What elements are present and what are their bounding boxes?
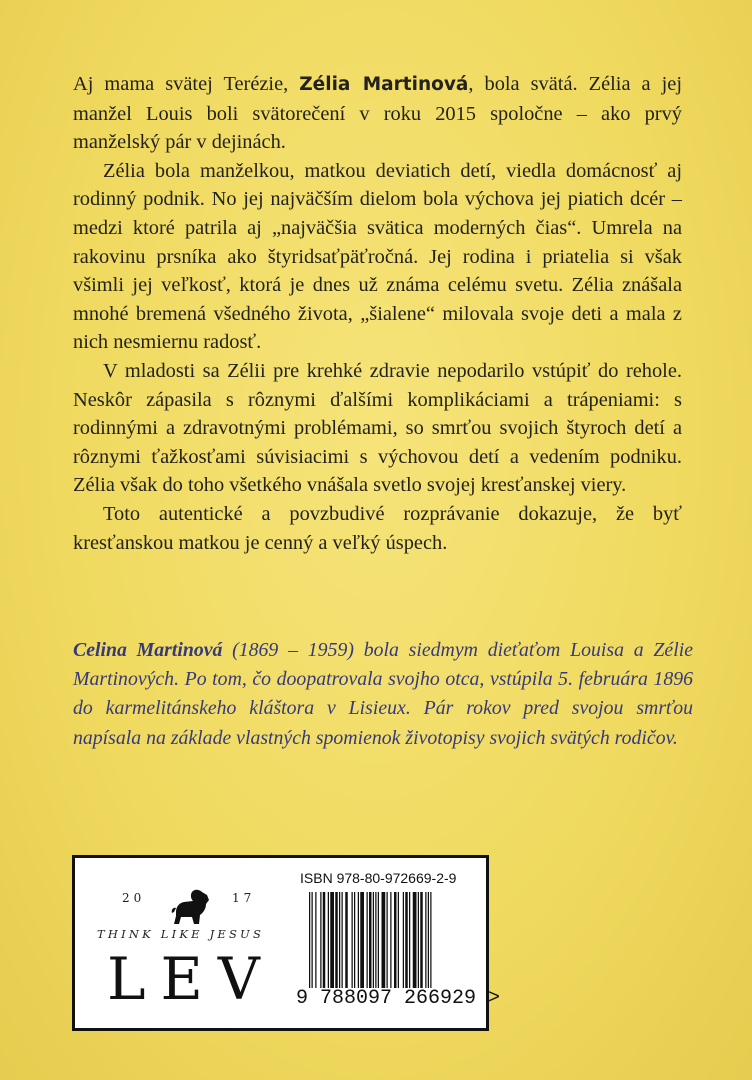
barcode-bar: [403, 892, 404, 988]
barcode-bar: [425, 892, 426, 988]
author-bio-text: (1869 – 1959) bola siedmym dieťaťom Louisa a Zélie Martinových. Po tom, čo doopatrovala svojho otca, vstúpila 5. februára 1896 do karmelitánskeho kláštora v Lisieux. Pár rokov pred svojou smrťou napísala na základe vlastných spomienok životopisy svojich svätých rodičov.: [73, 639, 693, 749]
barcode: [307, 892, 475, 988]
barcode-bar: [420, 892, 423, 988]
barcode-bar: [312, 892, 313, 988]
barcode-bar: [409, 892, 410, 988]
lion-icon: [170, 886, 212, 926]
barcode-bar: [315, 892, 316, 988]
description-text: [73, 70, 682, 557]
paragraph-3: V mladosti sa Zélii pre krehké zdravie nepodarilo vstúpiť do rehole. Neskôr zápasila s rôznymi ďalšími komplikáciami a trápeniami: s rodinnými a zdravotnými problémami, so smrťou svojich štyroch detí a rôznymi ťažkosťami súvisiacimi s výchovou detí a vedením podniku. Zélia však do toho všetkého vnášala svetlo svojej kresťanskej viery.: [73, 359, 682, 497]
barcode-bar: [375, 892, 376, 988]
barcode-bar: [358, 892, 359, 988]
barcode-bar: [345, 892, 348, 988]
barcode-number: 9 788097 266929 >: [296, 987, 501, 1010]
barcode-bar: [342, 892, 343, 988]
year-left: 20: [122, 891, 146, 905]
author-name: Celina Martinová: [73, 639, 223, 661]
saint-name: Zélia Martinová: [299, 74, 469, 95]
barcode-bar: [387, 892, 388, 988]
barcode-bar: [369, 892, 372, 988]
paragraph-4: Toto autentické a povzbudivé rozprávanie dokazuje, že byť kresťanskou matkou je cenný a veľký úspech.: [73, 502, 682, 554]
year-right: 17: [232, 891, 256, 905]
barcode-bar: [323, 892, 326, 988]
barcode-bar: [330, 892, 334, 988]
publisher-barcode-box: [72, 855, 501, 1031]
barcode-bar: [367, 892, 368, 988]
barcode-bar: [373, 892, 374, 988]
barcode-bar: [328, 892, 329, 988]
barcode-bar: [309, 892, 310, 988]
barcode-bar: [339, 892, 340, 988]
barcode-bar: [378, 892, 379, 988]
barcode-bar: [335, 892, 338, 988]
barcode-bar: [398, 892, 399, 988]
barcode-bar: [430, 892, 431, 988]
barcode-bar: [405, 892, 408, 988]
barcode-bar: [360, 892, 364, 988]
barcode-bar: [428, 892, 429, 988]
barcode-bar: [390, 892, 391, 988]
barcode-bar: [320, 892, 321, 988]
publisher-tagline: THINK LIKE JESUS: [97, 927, 265, 941]
paragraph-2: Zélia bola manželkou, matkou deviatich detí, viedla domácnosť aj rodinný podnik. No jej najväčším dielom bola výchova jej piatich dcér – medzi ktoré patrila aj „najväčšia svätica moderných čias“. Umrela na rakovinu prsníka ako štyridsaťpäťročná. Jej rodina i priatelia si však všimli jej veľkosť, ktorá je dnes už známa celému svetu. Zélia znášala mnohé bremená všedného života, „šialene“ milovala svoje deti a mala z nich nesmiernu radosť.: [73, 159, 682, 354]
barcode-bar: [352, 892, 353, 988]
publisher-logo-text: LEV: [107, 945, 275, 1013]
barcode-bar: [418, 892, 419, 988]
isbn-label: ISBN 978-80-972669-2-9: [300, 870, 457, 886]
author-bio: [73, 636, 693, 753]
barcode-bar: [382, 892, 386, 988]
barcode-bar: [413, 892, 417, 988]
paragraph-1: Aj mama svätej Terézie, Zélia Martinová, bola svätá. Zélia a jej manžel Louis boli svätorečení v roku 2015 spoločne – ako prvý manželský pár v dejinách.: [73, 73, 682, 154]
barcode-bar: [394, 892, 397, 988]
barcode-bar: [354, 892, 355, 988]
